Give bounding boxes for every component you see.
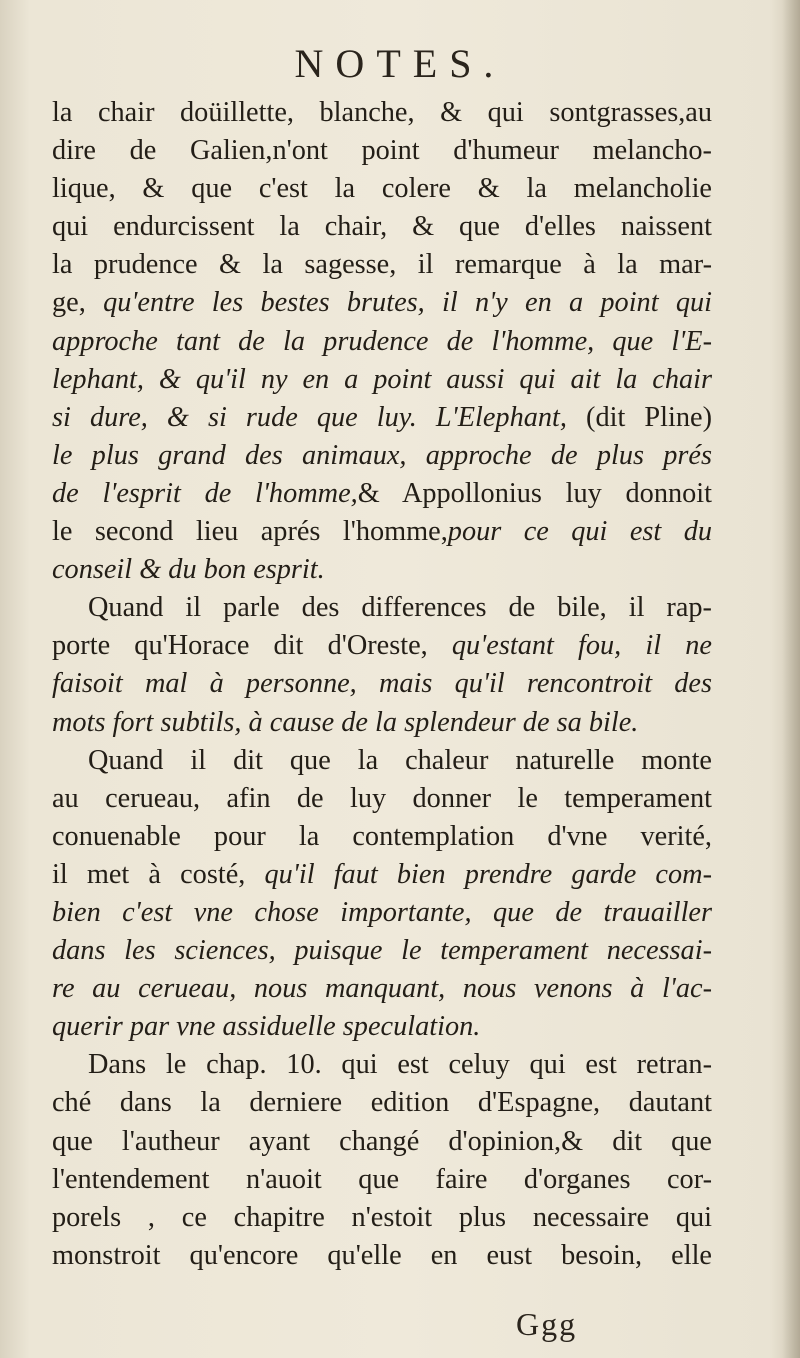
italic-text: qu'entre les bestes brutes, il n'y en a point qui	[103, 287, 712, 319]
body-text	[52, 94, 712, 1275]
italic-text: lephant, & qu'il ny en a point aussi qui ait la chair	[52, 363, 712, 395]
text-line	[52, 361, 712, 399]
text-line	[52, 513, 712, 551]
italic-text: approche tant de la prudence de l'homme, que l'E-	[52, 325, 712, 357]
text-line	[52, 132, 712, 170]
page-edge-shadow	[782, 0, 800, 1358]
italic-text: bien c'est vne chose importante, que de trauailler	[52, 896, 712, 928]
roman-text: l'entendement n'auoit que faire d'organes cor-	[52, 1163, 712, 1195]
text-line	[52, 284, 712, 322]
roman-text: que l'autheur ayant changé d'opinion,& dit que	[52, 1125, 712, 1157]
text-line	[52, 665, 712, 703]
text-line	[52, 1199, 712, 1237]
italic-text: faisoit mal à personne, mais qu'il rencontroit des	[52, 668, 712, 700]
roman-text: (dit Pline)	[566, 401, 712, 433]
roman-text: dire de Galien,n'ont point d'humeur melancho-	[52, 135, 712, 167]
text-line	[52, 437, 712, 475]
italic-text: pour ce qui est du	[447, 516, 713, 548]
roman-text: il met à costé,	[52, 858, 265, 890]
text-line	[52, 742, 712, 780]
roman-text: qui endurcissent la chair, & que d'elles naissent	[52, 211, 712, 243]
text-line	[52, 1161, 712, 1199]
roman-text: porte qu'Horace dit d'Oreste,	[52, 630, 452, 662]
text-line	[52, 780, 712, 818]
text-line	[52, 1237, 712, 1275]
text-line	[52, 589, 712, 627]
roman-text: lique, & que c'est la colere & la melancholie	[52, 173, 712, 205]
roman-text: conuenable pour la contemplation d'vne verité,	[52, 820, 712, 852]
roman-text: la chair doüillette, blanche, & qui sontgrasses,au	[52, 97, 712, 128]
text-line	[52, 856, 712, 894]
text-line	[52, 1084, 712, 1122]
roman-text: Dans le chap. 10. qui est celuy qui est retran-	[88, 1049, 712, 1081]
text-line	[52, 246, 712, 284]
text-line	[52, 551, 712, 589]
text-line	[52, 894, 712, 932]
text-line	[52, 208, 712, 246]
roman-text: au cerueau, afin de luy donner le temperament	[52, 782, 712, 814]
roman-text: ché dans la derniere edition d'Espagne, dautant	[52, 1087, 712, 1119]
roman-text: & Appollonius luy donnoit	[357, 477, 712, 509]
italic-text: qu'estant fou, il ne	[451, 630, 712, 662]
text-line	[52, 94, 712, 132]
text-line	[52, 627, 712, 665]
text-line	[52, 170, 712, 208]
roman-text: ge,	[52, 287, 104, 319]
text-line	[52, 704, 712, 742]
italic-text: de l'esprit de l'homme,	[52, 477, 358, 509]
page-header: NOTES.	[294, 41, 506, 86]
text-line	[52, 1123, 712, 1161]
text-line	[52, 970, 712, 1008]
roman-text: la prudence & la sagesse, il remarque à la mar-	[52, 249, 712, 281]
italic-text: qu'il faut bien prendre garde com-	[264, 858, 712, 890]
roman-text: porels , ce chapitre n'estoit plus necessaire qui	[52, 1201, 712, 1233]
italic-text: mots fort subtils, à cause de la splendeur de sa bile.	[52, 706, 639, 738]
roman-text: monstroit qu'encore qu'elle en eust besoin, elle	[52, 1239, 712, 1271]
roman-text: Quand il dit que la chaleur naturelle monte	[88, 744, 712, 776]
roman-text: Quand il parle des differences de bile, il rap-	[88, 592, 712, 624]
text-line	[52, 1046, 712, 1084]
text-line	[52, 475, 712, 513]
italic-text: le plus grand des animaux, approche de plus prés	[52, 439, 712, 471]
text-line	[52, 323, 712, 361]
text-line	[52, 818, 712, 856]
italic-text: re au cerueau, nous manquant, nous venons à l'ac-	[52, 973, 712, 1005]
italic-text: dans les sciences, puisque le temperament necessai-	[52, 935, 712, 967]
text-line	[52, 932, 712, 970]
signature-mark: Ggg	[516, 1306, 578, 1342]
italic-text: querir par vne assiduelle speculation.	[52, 1011, 481, 1043]
text-line	[52, 1008, 712, 1046]
text-line	[52, 399, 712, 437]
italic-text: si dure, & si rude que luy. L'Elephant,	[52, 401, 567, 433]
roman-text: le second lieu aprés l'homme,	[52, 516, 448, 548]
italic-text: conseil & du bon esprit.	[52, 554, 325, 586]
